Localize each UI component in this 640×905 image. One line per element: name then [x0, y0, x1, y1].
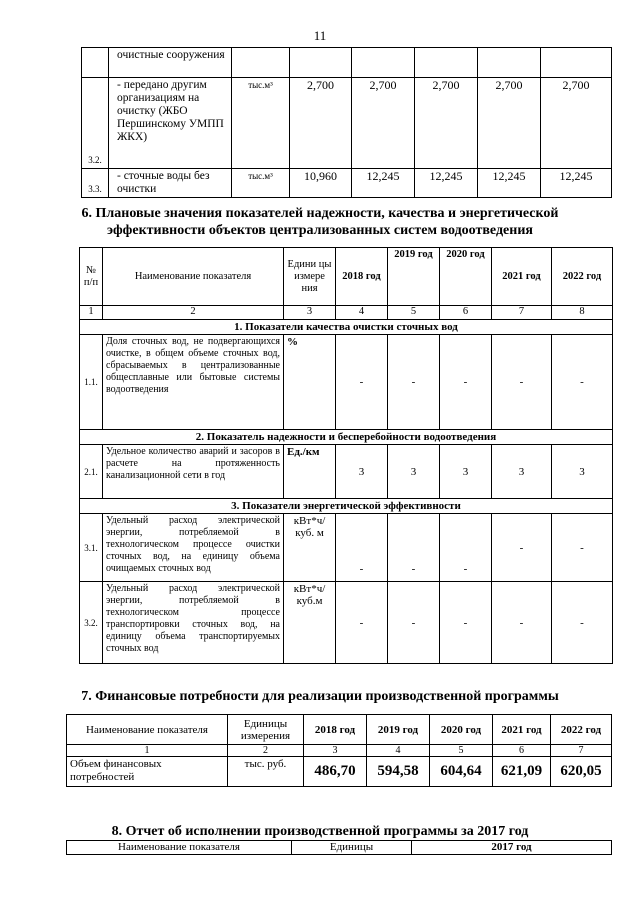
- header-year: 2022 год: [551, 715, 612, 745]
- row-value: -: [388, 335, 440, 430]
- header-year: 2017 год: [412, 841, 612, 855]
- row-value: 2,700: [478, 78, 541, 169]
- header-year: 2019 год: [367, 715, 430, 745]
- row-number: 3.1.: [80, 514, 103, 582]
- row-value: [352, 48, 415, 78]
- row-number: [82, 48, 109, 78]
- row-value: -: [552, 582, 613, 664]
- section-6-title: [0, 205, 640, 239]
- index-cell: 7: [551, 745, 612, 757]
- row-value: 621,09: [493, 757, 551, 787]
- page-number: 11: [313, 28, 327, 43]
- continuation-table: [81, 47, 612, 198]
- table-row: [82, 78, 612, 169]
- table-row: [80, 335, 613, 430]
- row-value: -: [440, 514, 492, 582]
- table-row: [82, 48, 612, 78]
- index-cell: 4: [367, 745, 430, 757]
- index-cell: 2: [228, 745, 304, 757]
- row-value: 620,05: [551, 757, 612, 787]
- row-unit: Ед./км: [284, 445, 336, 499]
- row-number: 3.2.: [82, 78, 109, 169]
- row-value: 12,245: [541, 169, 612, 198]
- row-value: -: [388, 582, 440, 664]
- header-year: 2021 год: [493, 715, 551, 745]
- table-row: [67, 757, 612, 787]
- header-unit: Единицы измерения: [228, 715, 304, 745]
- section-header-row: [80, 430, 613, 445]
- index-cell: 4: [336, 306, 388, 320]
- header-name: Наименование показателя: [103, 248, 284, 306]
- row-value: -: [492, 582, 552, 664]
- section-header-row: [80, 320, 613, 335]
- header-row: [67, 841, 612, 855]
- row-value: -: [336, 335, 388, 430]
- section-title: 3. Показатели энергетической эффективности: [80, 499, 613, 514]
- index-cell: 7: [492, 306, 552, 320]
- row-value: 486,70: [304, 757, 367, 787]
- index-cell: 1: [80, 306, 103, 320]
- index-row: [80, 306, 613, 320]
- index-cell: 1: [67, 745, 228, 757]
- table-row: [82, 169, 612, 198]
- row-unit: %: [284, 335, 336, 430]
- header-name: Наименование показателя: [67, 715, 228, 745]
- row-value: 2,700: [290, 78, 352, 169]
- row-name: Удельное количество аварий и засоров в расчете на протяженность канализационной сети в год: [103, 445, 284, 499]
- header-year: 2018 год: [304, 715, 367, 745]
- index-cell: 5: [388, 306, 440, 320]
- table-row: [80, 445, 613, 499]
- row-value: [415, 48, 478, 78]
- header-row: [67, 715, 612, 745]
- finance-table: [66, 714, 612, 787]
- section-6-title-line-1: 6. Плановые значения показателей надежности, качества и энергетической: [81, 206, 559, 221]
- row-number: 3.2.: [80, 582, 103, 664]
- table-row: [80, 582, 613, 664]
- row-value: -: [336, 582, 388, 664]
- row-value: 12,245: [352, 169, 415, 198]
- section-8-title: 8. Отчет об исполнении производственной программы за 2017 год: [111, 824, 529, 839]
- row-unit: кВт*ч/куб.м: [284, 582, 336, 664]
- row-value: 2,700: [415, 78, 478, 169]
- section-header-row: [80, 499, 613, 514]
- row-unit: [232, 48, 290, 78]
- row-name: Доля сточных вод, не подвергающихся очистке, в общем объеме сточных вод, сбрасываемых в централизованные общесплавные или бытовые системы водоотведения: [103, 335, 284, 430]
- report-table: [66, 840, 612, 855]
- header-year: 2018 год: [336, 248, 388, 306]
- row-value: -: [388, 514, 440, 582]
- row-unit: тыс.м³: [232, 169, 290, 198]
- index-cell: 5: [430, 745, 493, 757]
- row-value: 3: [552, 445, 613, 499]
- row-value: 3: [492, 445, 552, 499]
- header-row: [80, 248, 613, 306]
- indicators-table: [79, 247, 613, 664]
- row-value: -: [552, 514, 613, 582]
- row-number: 2.1.: [80, 445, 103, 499]
- row-value: 12,245: [478, 169, 541, 198]
- index-cell: 6: [493, 745, 551, 757]
- row-value: -: [440, 582, 492, 664]
- row-name: Объем финансовых потребностей: [67, 757, 228, 787]
- row-value: [478, 48, 541, 78]
- row-value: [290, 48, 352, 78]
- section-title: 2. Показатель надежности и бесперебойности водоотведения: [80, 430, 613, 445]
- row-value: -: [440, 335, 492, 430]
- row-name: - передано другим организациям на очистку (ЖБО Першинскому УМПП ЖКХ): [109, 78, 232, 169]
- header-year: 2020 год: [440, 248, 492, 306]
- row-value: 10,960: [290, 169, 352, 198]
- row-number: 3.3.: [82, 169, 109, 198]
- header-year: 2020 год: [430, 715, 493, 745]
- section-6-title-line-2: эффективности объектов централизованных систем водоотведения: [107, 223, 533, 238]
- header-num: № п/п: [80, 248, 103, 306]
- header-unit: Единицы: [292, 841, 412, 855]
- row-unit: кВт*ч/куб. м: [284, 514, 336, 582]
- row-value: 12,245: [415, 169, 478, 198]
- header-year: 2019 год: [388, 248, 440, 306]
- row-number: 1.1.: [80, 335, 103, 430]
- index-cell: 3: [304, 745, 367, 757]
- index-cell: 8: [552, 306, 613, 320]
- row-value: -: [552, 335, 613, 430]
- row-value: 3: [440, 445, 492, 499]
- row-name: Удельный расход электрической энергии, потребляемой в технологическом процессе транспортировки сточных вод, на единицу объема транспортируемых сточных вод: [103, 582, 284, 664]
- table-row: [80, 514, 613, 582]
- header-year: 2021 год: [492, 248, 552, 306]
- row-value: 594,58: [367, 757, 430, 787]
- header-unit: Едини цы измере ния: [284, 248, 336, 306]
- section-title: 1. Показатели качества очистки сточных вод: [80, 320, 613, 335]
- row-value: 3: [388, 445, 440, 499]
- row-value: -: [492, 335, 552, 430]
- index-cell: 6: [440, 306, 492, 320]
- row-value: -: [336, 514, 388, 582]
- row-name: Удельный расход электрической энергии, потребляемой в технологическом процессе очистки сточных вод, на единицу объема очищаемых сточных вод: [103, 514, 284, 582]
- row-value: 3: [336, 445, 388, 499]
- row-value: 604,64: [430, 757, 493, 787]
- row-name: - сточные воды без очистки: [109, 169, 232, 198]
- row-value: 2,700: [541, 78, 612, 169]
- header-name: Наименование показателя: [67, 841, 292, 855]
- header-year: 2022 год: [552, 248, 613, 306]
- index-cell: 3: [284, 306, 336, 320]
- row-unit: тыс. руб.: [228, 757, 304, 787]
- index-row: [67, 745, 612, 757]
- index-cell: 2: [103, 306, 284, 320]
- section-7-title: 7. Финансовые потребности для реализации производственной программы: [81, 689, 559, 704]
- row-name: очистные сооружения: [109, 48, 232, 78]
- row-value: [541, 48, 612, 78]
- row-unit: тыс.м³: [232, 78, 290, 169]
- row-value: -: [492, 514, 552, 582]
- row-value: 2,700: [352, 78, 415, 169]
